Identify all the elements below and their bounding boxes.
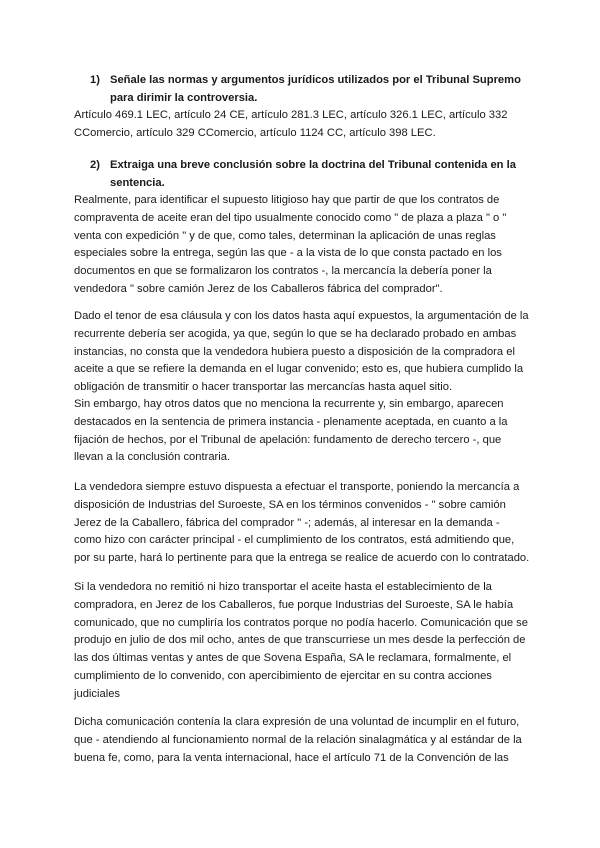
body-paragraph: Dicha comunicación contenía la clara expresión de una voluntad de incumplir en el futuro, que - atendiendo al funcionamiento normal de la relación sinalagmática y al estándar de la buena fe, como, para la venta internacional, hace el artículo 71 de la Convención de las bbox=[74, 716, 522, 764]
body-paragraph: Realmente, para identificar el supuesto litigioso hay que partir de que los contratos de compraventa de aceite eran del tipo usualmente conocido como " de plaza a plaza " o " venta con expedición " y de que, como tales, determinan la aplicación de unas reglas especiales sobre la entrega, según las que - a la vista de lo que consta pactado en los documentos en que se formalizaron los contratos -, la mercancía la debería poner la vendedora " sobre camión Jerez de los Caballeros fábrica del comprador". bbox=[74, 194, 507, 295]
body-paragraph: Sin embargo, hay otros datos que no menciona la recurrente y, sin embargo, aparecen destacados en la sentencia de primera instancia - plenamente aceptada, en cuanto a la fijación de hechos, por el Tribunal de apelación: fundamento de derecho tercero -, que llevan a la conclusión contraria. bbox=[74, 398, 508, 464]
question-number: 1) bbox=[90, 74, 100, 86]
question-number: 2) bbox=[90, 159, 100, 171]
question-2 bbox=[90, 157, 530, 192]
body-paragraph: La vendedora siempre estuvo dispuesta a efectuar el transporte, poniendo la mercancía a disposición de Industrias del Suroeste, SA en los términos convenidos - " sobre camión Jerez de la Caballero, fábrica del comprador " -; además, al interesar en la demanda - como hizo con carácter principal - el cumplimiento de los contratos, está admitiendo que, por su parte, hará lo pertinente para que la entrega se realice de acuerdo con lo contratado. bbox=[74, 481, 530, 565]
body-paragraph: Dado el tenor de esa cláusula y con los datos hasta aquí expuestos, la argumentación de la recurrente debería ser acogida, ya que, según lo que se ha declarado probado en ambas instancias, no consta que la vendedora hubiera puesto a disposición de la compradora el aceite a que se refiere la demanda en el lugar convenido; esto es, que hubiera cumplido la obligación de transmitir o hacer transportar las mercancías hasta aquel sitio. bbox=[74, 310, 529, 394]
question-1 bbox=[90, 72, 530, 107]
body-paragraph: Si la vendedora no remitió ni hizo transportar el aceite hasta el establecimiento de la compradora, en Jerez de los Caballeros, fue porque Industrias del Suroeste, SA le había comunicado, que no cumpliría los contratos porque no podía hacerlo. Comunicación que se produjo en julio de dos mil ocho, antes de que transcurriese un mes desde la perfección de las dos últimas ventas y antes de que Sovena España, SA le reclamara, formalmente, el cumplimiento de lo convenido, con apercibimiento de ejercitar en su contra acciones judiciales bbox=[74, 581, 528, 700]
question-text: Señale las normas y argumentos jurídicos utilizados por el Tribunal Supremo para dirimir la controversia. bbox=[110, 74, 521, 104]
answer-1-paragraph: Artículo 469.1 LEC, artículo 24 CE, artículo 281.3 LEC, artículo 326.1 LEC, artículo 332 CComercio, artículo 329 CComercio, artículo 1124 CC, artículo 398 LEC. bbox=[74, 109, 508, 139]
question-text: Extraiga una breve conclusión sobre la doctrina del Tribunal contenida en la sentencia. bbox=[110, 159, 516, 189]
